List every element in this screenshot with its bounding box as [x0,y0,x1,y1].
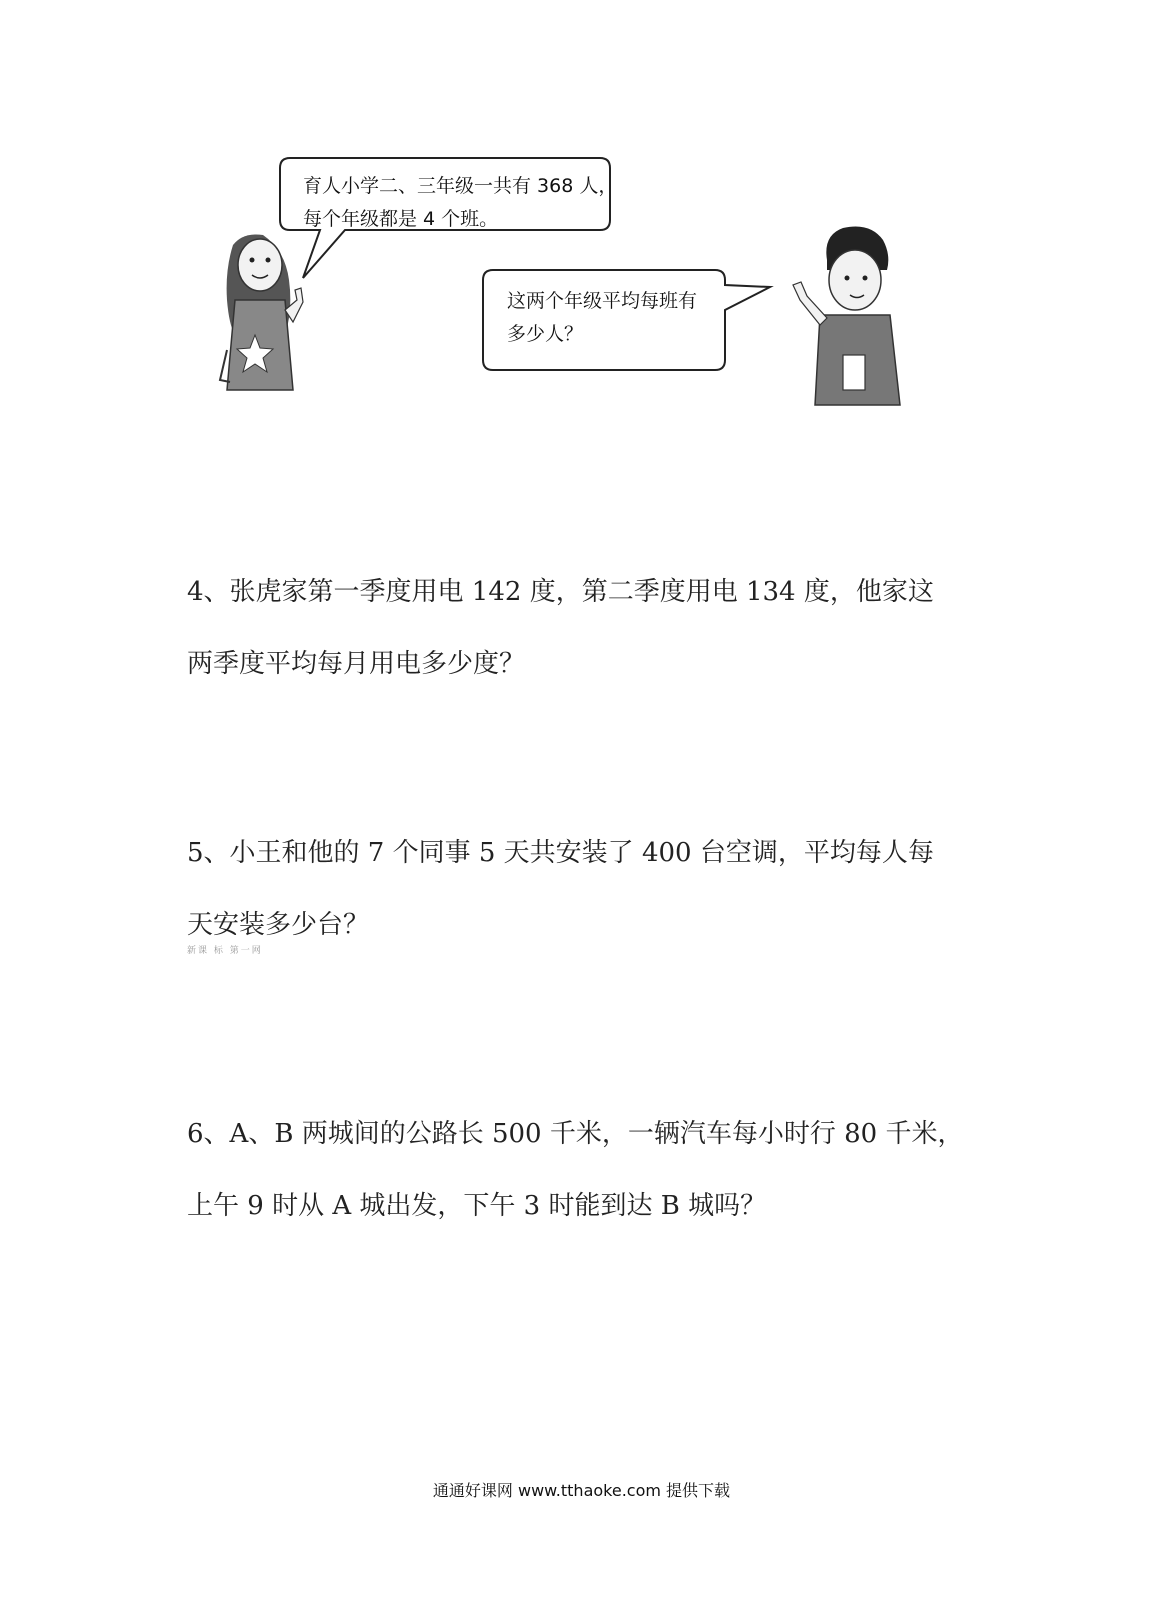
question-5 [187,817,977,961]
boy-figure [793,227,900,406]
boy-speech-text [507,285,712,351]
watermark: 新课 标 第一网 [187,946,263,956]
question-4 [187,556,977,700]
question-line: 两季度平均每月用电多少度？ [187,649,526,679]
question-6 [187,1098,977,1242]
question-line: 上午 9 时从 A 城出发，下午 3 时能到达 B 城吗？ [187,1191,767,1221]
question-line: 4、张虎家第一季度用电 142 度，第二季度用电 134 度，他家这 [187,577,934,607]
girl-figure [220,234,303,390]
question-line: 5、小王和他的 7 个同事 5 天共安装了 400 台空调，平均每人每 [187,838,934,868]
question-line: 6、A、B 两城间的公路长 500 千米，一辆汽车每小时行 80 千米， [187,1119,964,1149]
girl-speech-text [303,170,623,236]
speech-line: 多少人？ [507,323,584,345]
question-line: 天安装多少台？ [187,910,370,940]
footer-credit: 通通好课网 www.tthaoke.com 提供下载 [432,1481,731,1500]
speech-line: 育人小学二、三年级一共有 368 人， [303,175,618,197]
speech-line: 这两个年级平均每班有 [507,290,698,312]
speech-line: 每个年级都是 4 个班。 [303,208,499,230]
